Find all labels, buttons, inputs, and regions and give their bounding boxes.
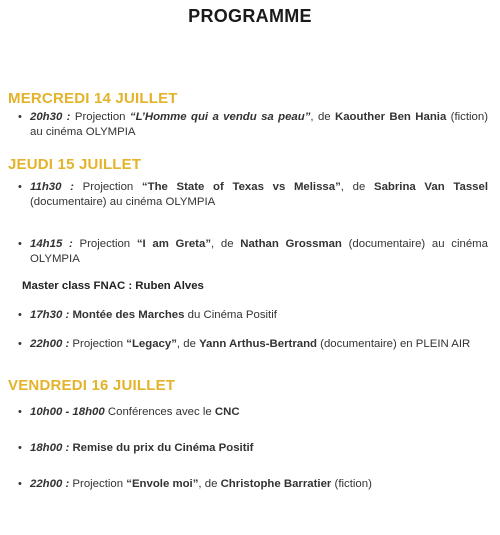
item-title: Montée des Marches bbox=[72, 309, 185, 321]
item-time: 10h00 - 18h00 bbox=[30, 406, 105, 418]
bullet-icon: • bbox=[18, 478, 22, 490]
item-text: Projection bbox=[70, 111, 130, 123]
item-title: “Envole moi” bbox=[126, 478, 199, 490]
bullet-icon: • bbox=[18, 111, 22, 123]
list-item bbox=[18, 441, 488, 456]
item-text: , de bbox=[176, 338, 200, 350]
item-text: Projection bbox=[73, 181, 142, 193]
item-text: du Cinéma Positif bbox=[184, 309, 277, 321]
list-item bbox=[18, 477, 488, 492]
day-heading-mercredi: MERCREDI 14 JUILLET bbox=[8, 90, 178, 107]
item-title: CNC bbox=[214, 406, 240, 418]
item-time: 22h00 : bbox=[30, 478, 70, 490]
bullet-icon: • bbox=[18, 238, 22, 250]
item-text: Projection bbox=[69, 338, 127, 350]
bullet-icon: • bbox=[18, 338, 22, 350]
list-item bbox=[18, 110, 488, 140]
day-heading-jeudi: JEUDI 15 JUILLET bbox=[8, 156, 142, 173]
item-time: 20h30 : bbox=[30, 111, 71, 123]
item-title: “Legacy” bbox=[126, 338, 177, 350]
item-title: Remise du prix du Cinéma Positif bbox=[72, 442, 254, 454]
item-time: 11h30 : bbox=[30, 181, 74, 193]
list-item bbox=[18, 405, 488, 420]
item-director: Christophe Barratier bbox=[220, 478, 332, 490]
item-text: , de bbox=[310, 111, 335, 123]
item-title: “L’Homme qui a vendu sa peau” bbox=[129, 111, 311, 123]
item-text: (fiction) au cinéma OLYMPIA bbox=[30, 111, 488, 138]
item-text: Projection bbox=[69, 478, 127, 490]
bullet-icon: • bbox=[18, 181, 22, 193]
item-text: (fiction) bbox=[331, 478, 372, 490]
item-text: , de bbox=[211, 238, 241, 250]
list-item bbox=[18, 237, 488, 267]
item-director: Yann Arthus-Bertrand bbox=[199, 338, 318, 350]
item-text: Projection bbox=[72, 238, 137, 250]
day-heading-vendredi: VENDREDI 16 JUILLET bbox=[8, 377, 176, 394]
page-title: PROGRAMME bbox=[188, 6, 312, 26]
list-item bbox=[18, 337, 488, 352]
item-text: (documentaire) au cinéma OLYMPIA bbox=[30, 238, 488, 265]
item-text: Conférences avec le bbox=[104, 406, 215, 418]
item-title: “I am Greta” bbox=[136, 238, 212, 250]
item-text: , de bbox=[340, 181, 374, 193]
item-text: (documentaire) en PLEIN AIR bbox=[317, 338, 471, 350]
item-text: (documentaire) au cinéma OLYMPIA bbox=[30, 196, 216, 208]
item-time: 17h30 : bbox=[30, 309, 70, 321]
item-director: Sabrina Van Tassel bbox=[373, 181, 488, 193]
item-director: Kaouther Ben Hania bbox=[335, 111, 447, 123]
item-title: “The State of Texas vs Melissa” bbox=[141, 181, 341, 193]
item-time: 18h00 : bbox=[30, 442, 70, 454]
item-director: Nathan Grossman bbox=[240, 238, 342, 250]
item-time: 22h00 : bbox=[30, 338, 70, 350]
item-text: , de bbox=[198, 478, 221, 490]
item-time: 14h15 : bbox=[30, 238, 73, 250]
masterclass-line: Master class FNAC : Ruben Alves bbox=[22, 280, 204, 292]
list-item bbox=[18, 180, 488, 210]
list-item bbox=[18, 308, 488, 323]
bullet-icon: • bbox=[18, 442, 22, 454]
bullet-icon: • bbox=[18, 406, 22, 418]
bullet-icon: • bbox=[18, 309, 22, 321]
